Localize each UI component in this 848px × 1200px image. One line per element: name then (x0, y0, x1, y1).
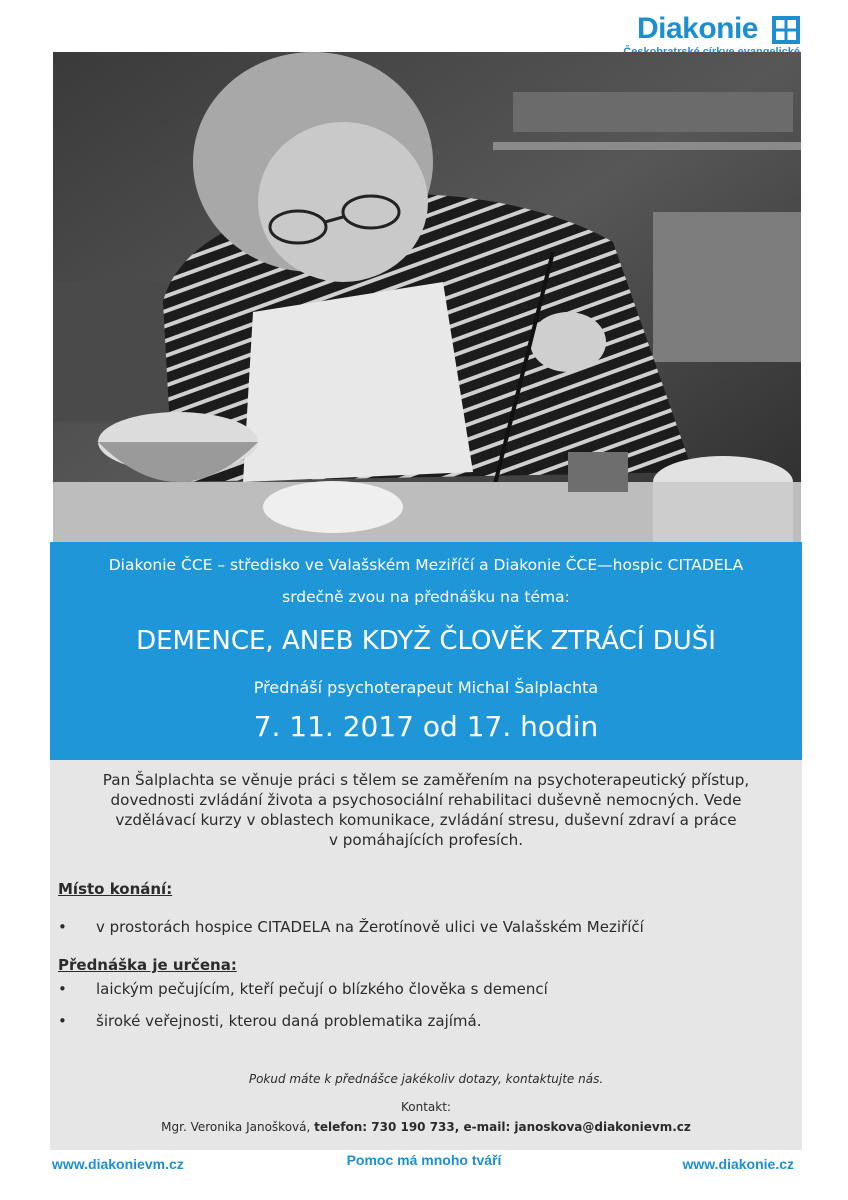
bullet-icon: • (58, 980, 67, 998)
contact-label: Kontakt: (401, 1100, 451, 1114)
contact-name: Mgr. Veronika Janošková, (161, 1120, 315, 1134)
bio-line: Pan Šalplachta se věnuje práci s tělem se zaměřením na psychoterapeutický přístup, (102, 771, 750, 789)
event-banner (50, 542, 802, 760)
venue-heading: Místo konání: (58, 880, 173, 898)
venue-item-text: v prostorách hospice CITADELA na Žerotínově ulici ve Valašském Meziříčí (96, 918, 644, 936)
bio-line: vzdělávací kurzy v oblastech komunikace, zvládání stresu, duševní zdraví a práce (115, 811, 737, 829)
bullet-icon: • (58, 918, 67, 936)
footer-link-diakonievm[interactable]: www.diakonievm.cz (52, 1156, 184, 1172)
event-details (50, 760, 802, 1150)
contact-details (50, 1120, 802, 1134)
diakonie-cross-icon (772, 16, 800, 44)
contact-phone-email[interactable]: telefon: 730 190 733, e-mail: janoskova@diakonievm.cz (314, 1120, 691, 1134)
questions-note: Pokud máte k přednášce jakékoliv dotazy, kontaktujte nás. (248, 1072, 604, 1086)
speaker-bio (50, 770, 802, 850)
speaker-text: Přednáší psychoterapeut Michal Šalplachta (253, 678, 599, 697)
bio-line: v pomáhajících profesích. (328, 831, 524, 849)
audience-item-text: široké veřejnosti, kterou daná problematika zajímá. (96, 1012, 482, 1030)
event-date: 7. 11. 2017 od 17. hodin (253, 710, 599, 743)
logo-wordmark: Diakonie (636, 12, 758, 45)
photo-elderly-woman-painting-icon (53, 52, 801, 542)
footer-slogan: Pomoc má mnoho tváří (346, 1152, 502, 1168)
invite-text: srdečně zvou na přednášku na téma: (282, 588, 570, 606)
hero-photo (53, 52, 801, 542)
bullet-icon: • (58, 1012, 67, 1030)
audience-heading: Přednáška je určena: (58, 956, 237, 974)
audience-item-text: laickým pečujícím, kteří pečují o blízkého člověka s demencí (96, 980, 548, 998)
bio-line: dovednosti zvládání života a psychosociální rehabilitaci duševně nemocných. Vede (110, 791, 742, 809)
footer-link-diakonie[interactable]: www.diakonie.cz (682, 1156, 794, 1172)
lecture-title: DEMENCE, ANEB KDYŽ ČLOVĚK ZTRÁCÍ DUŠI (136, 626, 716, 656)
organizers-text: Diakonie ČCE – středisko ve Valašském Meziříčí a Diakonie ČCE—hospic CITADELA (108, 556, 744, 574)
